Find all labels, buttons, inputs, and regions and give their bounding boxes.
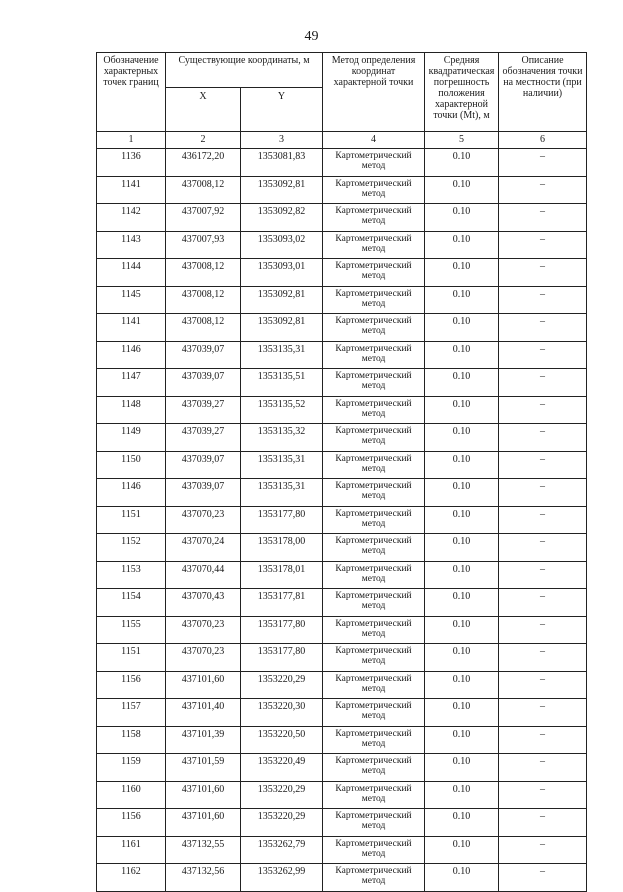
cell-error: 0.10 — [425, 726, 499, 754]
cell-y: 1353093,02 — [241, 231, 323, 259]
cell-method: Картометрический метод — [323, 341, 425, 369]
cell-description: – — [499, 699, 587, 727]
table-row — [97, 699, 587, 727]
cell-y: 1353178,01 — [241, 561, 323, 589]
cell-error: 0.10 — [425, 506, 499, 534]
cell-method: Картометрический метод — [323, 726, 425, 754]
table-row — [97, 644, 587, 672]
cell-description: – — [499, 506, 587, 534]
cell-description: – — [499, 589, 587, 617]
coordinates-table — [96, 52, 587, 892]
cell-y: 1353135,52 — [241, 396, 323, 424]
cell-y: 1353262,99 — [241, 864, 323, 892]
cell-description: – — [499, 259, 587, 287]
cell-description: – — [499, 314, 587, 342]
cell-x: 437070,23 — [166, 644, 241, 672]
cell-point: 1146 — [97, 479, 166, 507]
cell-method: Картометрический метод — [323, 644, 425, 672]
column-number: 5 — [425, 132, 499, 149]
cell-error: 0.10 — [425, 369, 499, 397]
cell-description: – — [499, 671, 587, 699]
column-number: 2 — [166, 132, 241, 149]
cell-y: 1353220,29 — [241, 809, 323, 837]
cell-y: 1353092,81 — [241, 286, 323, 314]
cell-method: Картометрический метод — [323, 204, 425, 232]
cell-error: 0.10 — [425, 286, 499, 314]
header-y: Y — [241, 88, 323, 132]
table-row — [97, 754, 587, 782]
cell-x: 437101,40 — [166, 699, 241, 727]
cell-error: 0.10 — [425, 836, 499, 864]
header-method: Метод определения координат характерной точки — [323, 53, 425, 132]
cell-point: 1151 — [97, 506, 166, 534]
cell-description: – — [499, 781, 587, 809]
table-row — [97, 231, 587, 259]
cell-y: 1353092,82 — [241, 204, 323, 232]
table-row — [97, 864, 587, 892]
cell-point: 1150 — [97, 451, 166, 479]
cell-method: Картометрический метод — [323, 149, 425, 177]
cell-error: 0.10 — [425, 479, 499, 507]
cell-description: – — [499, 836, 587, 864]
cell-description: – — [499, 396, 587, 424]
cell-point: 1149 — [97, 424, 166, 452]
cell-point: 1154 — [97, 589, 166, 617]
cell-x: 437101,60 — [166, 781, 241, 809]
table-row — [97, 561, 587, 589]
cell-y: 1353177,80 — [241, 644, 323, 672]
cell-x: 437039,27 — [166, 424, 241, 452]
table-row — [97, 506, 587, 534]
cell-x: 437070,43 — [166, 589, 241, 617]
cell-error: 0.10 — [425, 754, 499, 782]
cell-method: Картометрический метод — [323, 231, 425, 259]
header-point: Обозначение характерных точек границ — [97, 53, 166, 132]
cell-point: 1161 — [97, 836, 166, 864]
cell-x: 437039,07 — [166, 341, 241, 369]
cell-method: Картометрический метод — [323, 534, 425, 562]
cell-description: – — [499, 176, 587, 204]
cell-point: 1143 — [97, 231, 166, 259]
cell-x: 437101,60 — [166, 671, 241, 699]
cell-error: 0.10 — [425, 589, 499, 617]
column-number: 4 — [323, 132, 425, 149]
cell-error: 0.10 — [425, 644, 499, 672]
cell-x: 437008,12 — [166, 286, 241, 314]
cell-x: 437070,23 — [166, 616, 241, 644]
cell-y: 1353178,00 — [241, 534, 323, 562]
cell-method: Картометрический метод — [323, 754, 425, 782]
cell-method: Картометрический метод — [323, 671, 425, 699]
table-row — [97, 589, 587, 617]
cell-point: 1151 — [97, 644, 166, 672]
cell-x: 437132,56 — [166, 864, 241, 892]
table-row — [97, 259, 587, 287]
table-row — [97, 314, 587, 342]
table-row — [97, 534, 587, 562]
cell-x: 437039,07 — [166, 369, 241, 397]
cell-method: Картометрический метод — [323, 589, 425, 617]
cell-y: 1353220,50 — [241, 726, 323, 754]
cell-x: 437039,07 — [166, 451, 241, 479]
table-row — [97, 204, 587, 232]
cell-point: 1142 — [97, 204, 166, 232]
column-number: 6 — [499, 132, 587, 149]
cell-method: Картометрический метод — [323, 479, 425, 507]
cell-y: 1353092,81 — [241, 176, 323, 204]
cell-y: 1353135,51 — [241, 369, 323, 397]
cell-y: 1353135,32 — [241, 424, 323, 452]
cell-point: 1141 — [97, 314, 166, 342]
cell-x: 437007,92 — [166, 204, 241, 232]
cell-error: 0.10 — [425, 864, 499, 892]
cell-error: 0.10 — [425, 809, 499, 837]
cell-method: Картометрический метод — [323, 369, 425, 397]
cell-point: 1155 — [97, 616, 166, 644]
table-row — [97, 616, 587, 644]
cell-y: 1353220,29 — [241, 781, 323, 809]
cell-error: 0.10 — [425, 259, 499, 287]
table-row — [97, 451, 587, 479]
table-row — [97, 341, 587, 369]
cell-method: Картометрический метод — [323, 561, 425, 589]
cell-error: 0.10 — [425, 561, 499, 589]
cell-y: 1353177,80 — [241, 506, 323, 534]
cell-description: – — [499, 754, 587, 782]
cell-y: 1353220,30 — [241, 699, 323, 727]
cell-point: 1136 — [97, 149, 166, 177]
cell-point: 1146 — [97, 341, 166, 369]
cell-method: Картометрический метод — [323, 286, 425, 314]
cell-method: Картометрический метод — [323, 616, 425, 644]
cell-point: 1162 — [97, 864, 166, 892]
cell-description: – — [499, 204, 587, 232]
cell-x: 437039,27 — [166, 396, 241, 424]
cell-method: Картометрический метод — [323, 781, 425, 809]
table-row — [97, 671, 587, 699]
cell-description: – — [499, 479, 587, 507]
cell-method: Картометрический метод — [323, 424, 425, 452]
cell-point: 1158 — [97, 726, 166, 754]
cell-point: 1147 — [97, 369, 166, 397]
cell-description: – — [499, 809, 587, 837]
cell-method: Картометрический метод — [323, 699, 425, 727]
cell-error: 0.10 — [425, 699, 499, 727]
cell-error: 0.10 — [425, 424, 499, 452]
cell-x: 437008,12 — [166, 259, 241, 287]
cell-method: Картометрический метод — [323, 314, 425, 342]
cell-x: 436172,20 — [166, 149, 241, 177]
cell-point: 1160 — [97, 781, 166, 809]
table-row — [97, 781, 587, 809]
cell-error: 0.10 — [425, 396, 499, 424]
column-number: 3 — [241, 132, 323, 149]
cell-error: 0.10 — [425, 149, 499, 177]
header-coordinates: Существующие координаты, м — [166, 53, 323, 88]
cell-x: 437101,60 — [166, 809, 241, 837]
cell-description: – — [499, 424, 587, 452]
cell-description: – — [499, 451, 587, 479]
table-row — [97, 396, 587, 424]
cell-error: 0.10 — [425, 341, 499, 369]
cell-error: 0.10 — [425, 671, 499, 699]
header-error: Средняя квадратическая погрешность положения характерной точки (Mt), м — [425, 53, 499, 132]
cell-error: 0.10 — [425, 176, 499, 204]
cell-x: 437132,55 — [166, 836, 241, 864]
cell-description: – — [499, 341, 587, 369]
table-body — [97, 149, 587, 892]
cell-y: 1353177,80 — [241, 616, 323, 644]
cell-x: 437008,12 — [166, 314, 241, 342]
cell-description: – — [499, 534, 587, 562]
cell-description: – — [499, 644, 587, 672]
cell-description: – — [499, 616, 587, 644]
cell-x: 437007,93 — [166, 231, 241, 259]
cell-method: Картометрический метод — [323, 396, 425, 424]
cell-y: 1353093,01 — [241, 259, 323, 287]
cell-x: 437101,59 — [166, 754, 241, 782]
cell-point: 1145 — [97, 286, 166, 314]
table-row — [97, 176, 587, 204]
cell-description: – — [499, 149, 587, 177]
cell-method: Картометрический метод — [323, 259, 425, 287]
cell-description: – — [499, 231, 587, 259]
cell-point: 1148 — [97, 396, 166, 424]
cell-x: 437070,44 — [166, 561, 241, 589]
cell-point: 1153 — [97, 561, 166, 589]
cell-x: 437070,24 — [166, 534, 241, 562]
header-x: X — [166, 88, 241, 132]
cell-point: 1152 — [97, 534, 166, 562]
cell-x: 437070,23 — [166, 506, 241, 534]
cell-y: 1353177,81 — [241, 589, 323, 617]
cell-method: Картометрический метод — [323, 809, 425, 837]
table-row — [97, 424, 587, 452]
cell-error: 0.10 — [425, 204, 499, 232]
table-row — [97, 836, 587, 864]
column-number: 1 — [97, 132, 166, 149]
cell-point: 1156 — [97, 809, 166, 837]
cell-description: – — [499, 726, 587, 754]
header-description: Описание обозначения точки на местности (при наличии) — [499, 53, 587, 132]
cell-description: – — [499, 369, 587, 397]
cell-y: 1353262,79 — [241, 836, 323, 864]
cell-x: 437008,12 — [166, 176, 241, 204]
cell-description: – — [499, 561, 587, 589]
page-number: 49 — [304, 29, 319, 44]
cell-y: 1353135,31 — [241, 451, 323, 479]
table-row — [97, 286, 587, 314]
table-row — [97, 149, 587, 177]
cell-y: 1353220,29 — [241, 671, 323, 699]
cell-description: – — [499, 286, 587, 314]
cell-y: 1353092,81 — [241, 314, 323, 342]
table-row — [97, 726, 587, 754]
cell-error: 0.10 — [425, 616, 499, 644]
cell-method: Картометрический метод — [323, 451, 425, 479]
cell-x: 437039,07 — [166, 479, 241, 507]
cell-error: 0.10 — [425, 231, 499, 259]
cell-point: 1156 — [97, 671, 166, 699]
table-row — [97, 809, 587, 837]
cell-point: 1141 — [97, 176, 166, 204]
cell-y: 1353135,31 — [241, 341, 323, 369]
table-row — [97, 369, 587, 397]
cell-point: 1159 — [97, 754, 166, 782]
cell-x: 437101,39 — [166, 726, 241, 754]
cell-y: 1353220,49 — [241, 754, 323, 782]
cell-method: Картометрический метод — [323, 836, 425, 864]
cell-y: 1353081,83 — [241, 149, 323, 177]
table-row — [97, 479, 587, 507]
cell-method: Картометрический метод — [323, 864, 425, 892]
cell-method: Картометрический метод — [323, 506, 425, 534]
cell-error: 0.10 — [425, 314, 499, 342]
cell-description: – — [499, 864, 587, 892]
cell-method: Картометрический метод — [323, 176, 425, 204]
cell-error: 0.10 — [425, 451, 499, 479]
cell-y: 1353135,31 — [241, 479, 323, 507]
cell-error: 0.10 — [425, 781, 499, 809]
cell-point: 1144 — [97, 259, 166, 287]
cell-error: 0.10 — [425, 534, 499, 562]
cell-point: 1157 — [97, 699, 166, 727]
